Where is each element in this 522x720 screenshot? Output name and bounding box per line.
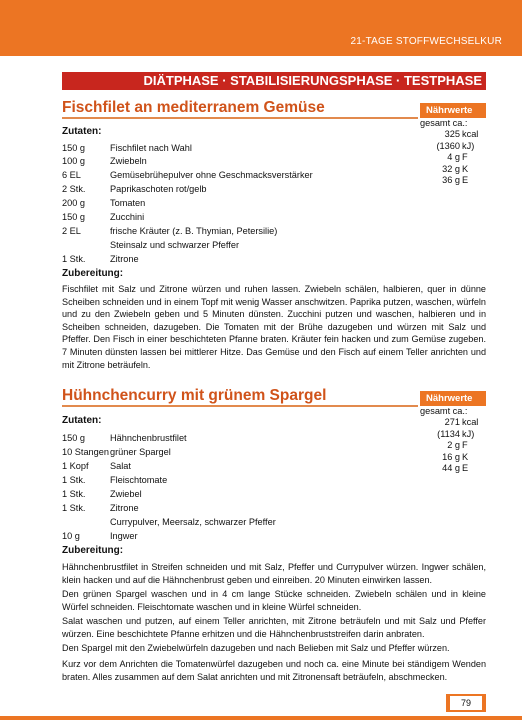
nutrition-value: 325 (444, 129, 460, 140)
ingredient-name: Zitrone (110, 254, 139, 264)
ingredient-name: Fleischtomate (110, 475, 168, 485)
recipe-title: Fischfilet an mediterranem Gemüse (62, 99, 325, 116)
preparation-paragraph: Kurz vor dem Anrichten die Tomatenwürfel dazugeben und noch ca. eine Minute bei ständigem Wenden braten. Alles zusammen auf dem Salat anrichten und mit Zitronensaft beträufeln, abschmecken. (62, 659, 486, 682)
nutrition-header: Nährwerte (420, 103, 486, 118)
ingredient-row (62, 155, 422, 168)
ingredient-quantity: 2 EL (62, 226, 81, 236)
ingredient-name: Salat (110, 461, 131, 471)
recipe-1 (62, 98, 486, 378)
nutrition-row (420, 440, 486, 451)
preparation-paragraph: Salat waschen und putzen, auf einem Teller anrichten, mit Zitrone beträufeln und mit Salz und Pfeffer würzen. Eine beschichtete Pfanne erhitzen und die Hähnchenbruststreifen darin anbraten. (62, 616, 486, 639)
ingredient-quantity: 1 Stk. (62, 254, 86, 264)
page-number-badge (446, 694, 486, 712)
nutrition-total-label: gesamt ca.: (420, 118, 468, 128)
ingredient-row (62, 516, 422, 529)
ingredient-row (62, 239, 422, 252)
nutrition-row (420, 141, 486, 152)
nutrition-row (420, 429, 486, 440)
series-title: 21-TAGE STOFFWECHSELKUR (350, 36, 502, 47)
ingredient-row (62, 460, 422, 473)
ingredient-row (62, 530, 422, 543)
ingredient-quantity: 10 g (62, 531, 80, 541)
ingredient-name: Zucchini (110, 212, 145, 222)
nutrition-unit: E (462, 462, 469, 473)
nutrition-box (420, 103, 486, 186)
nutrition-unit: kcal (462, 417, 479, 428)
title-underline (62, 117, 418, 119)
ingredient-name: Gemüsebrühepulver ohne Geschmacksverstärker (110, 170, 313, 180)
ingredient-name: Fischfilet nach Wahl (110, 143, 192, 153)
ingredient-quantity: 6 EL (62, 170, 81, 180)
ingredient-row (62, 142, 422, 155)
nutrition-row (420, 417, 486, 428)
nutrition-unit: kJ) (462, 140, 475, 151)
header-band (0, 0, 522, 56)
ingredient-quantity: 10 Stangen (62, 447, 110, 457)
ingredient-row (62, 183, 422, 196)
ingredient-name: Steinsalz und schwarzer Pfeffer (110, 240, 240, 250)
nutrition-value: 36 g (442, 174, 460, 185)
ingredient-quantity: 1 Stk. (62, 475, 86, 485)
ingredient-name: frische Kräuter (z. B. Thymian, Petersilie) (110, 226, 278, 236)
ingredient-quantity: 1 Stk. (62, 489, 86, 499)
nutrition-row (420, 152, 486, 163)
ingredients-heading: Zutaten: (62, 415, 102, 426)
page-number: 79 (450, 696, 482, 710)
nutrition-row (420, 164, 486, 175)
ingredients-heading: Zutaten: (62, 126, 102, 137)
title-underline (62, 405, 418, 407)
recipe-title: Hühnchencurry mit grünem Spargel (62, 387, 327, 404)
nutrition-unit: F (462, 440, 468, 451)
ingredient-quantity: 150 g (62, 433, 85, 443)
nutrition-value: (1134 (437, 428, 460, 439)
ingredient-row (62, 446, 422, 459)
ingredient-name: Hähnchenbrustfilet (110, 433, 187, 443)
nutrition-row (420, 452, 486, 463)
nutrition-row (420, 463, 486, 474)
nutrition-value: 2 g (447, 440, 460, 451)
ingredient-row (62, 169, 422, 182)
nutrition-header: Nährwerte (420, 391, 486, 406)
nutrition-total-label: gesamt ca.: (420, 406, 468, 416)
ingredient-name: Currypulver, Meersalz, schwarzer Pfeffer (110, 517, 276, 527)
ingredient-row (62, 197, 422, 210)
nutrition-unit: K (462, 163, 469, 174)
ingredient-name: Paprikaschoten rot/gelb (110, 184, 207, 194)
recipe-2 (62, 386, 486, 691)
ingredient-quantity: 100 g (62, 156, 85, 166)
preparation-paragraph: Hähnchenbrustfilet in Streifen schneiden und mit Salz, Pfeffer und Currypulver würzen. Ingwer schälen, klein hacken und auf die Hähnchenbrust geben und einreiben. 20 Minuten einwirken lassen. (62, 562, 486, 585)
nutrition-unit: F (462, 152, 468, 163)
preparation-heading: Zubereitung: (62, 268, 124, 279)
preparation-paragraph: Fischfilet mit Salz und Zitrone würzen und ruhen lassen. Zwiebeln schälen, halbieren, quer in dünne Scheiben schneiden und in einem Topf mit wenig Wasser anschwitzen. Paprika putzen, waschen, würfeln und zu den Zwiebeln geben und 5 Minuten dünsten. Zucchini putzen und waschen, halbieren und in Scheiben schneiden, dazugeben. Die Tomaten mit der Brühe dazugeben und würzen mit Salz und Pfeffer. Den Fisch in einer beschichteten Pfanne braten. Kräuter fein hacken und zum Gemüse zugeben. 7 Minuten dünsten lassen bei mittlerer Hitze. Das Gemüse und den Fisch auf einem Teller anrichten und mit Zitrone beträufeln. (62, 284, 486, 370)
ingredient-row (62, 474, 422, 487)
ingredient-row (62, 502, 422, 515)
ingredient-row (62, 432, 422, 445)
nutrition-unit: E (462, 174, 469, 185)
ingredient-quantity: 150 g (62, 212, 85, 222)
nutrition-unit: K (462, 451, 469, 462)
nutrition-box (420, 391, 486, 474)
preparation-paragraph: Den grünen Spargel waschen und in 4 cm lange Stücke schneiden. Zwiebeln schälen und in kleine Würfel schneiden. Fleischtomate waschen und in kleine Würfel schneiden. (62, 589, 486, 612)
nutrition-value: (1360 (436, 140, 460, 151)
ingredient-quantity: 200 g (62, 198, 85, 208)
preparation-heading: Zubereitung: (62, 545, 124, 556)
nutrition-value: 16 g (442, 451, 460, 462)
ingredient-row (62, 488, 422, 501)
ingredient-quantity: 1 Kopf (62, 461, 89, 471)
nutrition-value: 271 (444, 417, 460, 428)
preparation-paragraph: Den Spargel mit den Zwiebelwürfeln dazugeben und nach Belieben mit Salz und Pfeffer würzen. (62, 643, 450, 653)
ingredient-name: Ingwer (110, 531, 138, 541)
ingredient-name: grüner Spargel (110, 447, 171, 457)
nutrition-value: 4 g (447, 152, 460, 163)
ingredient-quantity: 1 Stk. (62, 503, 86, 513)
ingredient-name: Zitrone (110, 503, 139, 513)
ingredient-row (62, 211, 422, 224)
nutrition-row (420, 175, 486, 186)
nutrition-value: 44 g (442, 462, 460, 473)
ingredient-name: Tomaten (110, 198, 146, 208)
ingredient-name: Zwiebel (110, 489, 142, 499)
ingredient-quantity: 2 Stk. (62, 184, 86, 194)
nutrition-unit: kcal (462, 129, 479, 140)
ingredient-row (62, 253, 422, 266)
nutrition-unit: kJ) (462, 428, 475, 439)
footer-band (0, 716, 522, 720)
phase-bar: DIÄTPHASE · STABILISIERUNGSPHASE · TESTPHASE (62, 72, 486, 90)
ingredient-name: Zwiebeln (110, 156, 147, 166)
nutrition-value: 32 g (442, 163, 460, 174)
nutrition-row (420, 129, 486, 140)
ingredient-row (62, 225, 422, 238)
ingredient-quantity: 150 g (62, 143, 85, 153)
